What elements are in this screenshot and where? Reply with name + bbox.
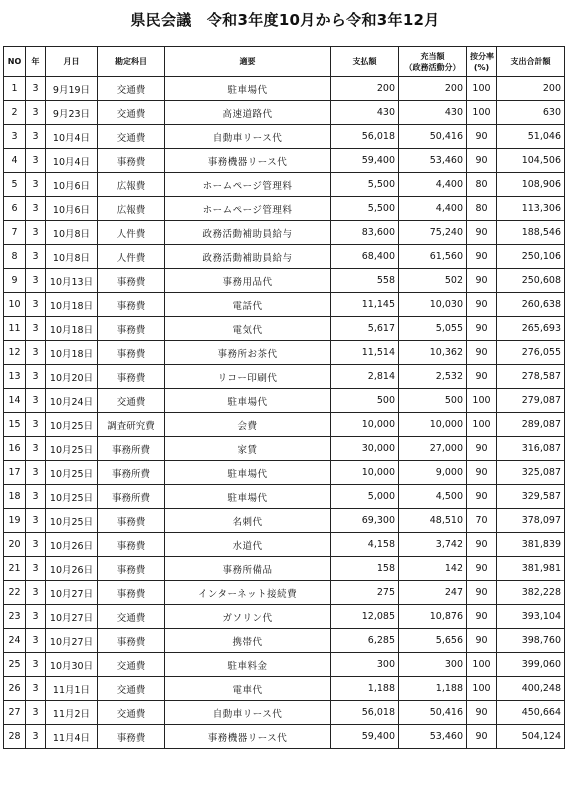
cell-allocated: 53,460 bbox=[399, 149, 467, 173]
cell-cumulative: 504,124 bbox=[497, 725, 565, 749]
cell-cumulative: 278,587 bbox=[497, 365, 565, 389]
cell-memo: ガソリン代 bbox=[165, 605, 331, 629]
cell-no: 9 bbox=[4, 269, 26, 293]
cell-account: 事務費 bbox=[98, 725, 165, 749]
cell-ratio: 90 bbox=[467, 605, 497, 629]
cell-no: 27 bbox=[4, 701, 26, 725]
cell-account: 事務費 bbox=[98, 365, 165, 389]
cell-no: 8 bbox=[4, 245, 26, 269]
cell-cumulative: 51,046 bbox=[497, 125, 565, 149]
cell-date: 11月4日 bbox=[46, 725, 98, 749]
cell-cumulative: 316,087 bbox=[497, 437, 565, 461]
table-row bbox=[4, 581, 565, 605]
cell-ratio: 90 bbox=[467, 629, 497, 653]
cell-payment: 5,500 bbox=[331, 173, 399, 197]
cell-date: 10月27日 bbox=[46, 605, 98, 629]
cell-account: 交通費 bbox=[98, 389, 165, 413]
cell-cumulative: 398,760 bbox=[497, 629, 565, 653]
cell-cumulative: 200 bbox=[497, 77, 565, 101]
cell-payment: 59,400 bbox=[331, 725, 399, 749]
cell-cumulative: 260,638 bbox=[497, 293, 565, 317]
cell-date: 10月25日 bbox=[46, 485, 98, 509]
table-header-row bbox=[4, 47, 565, 77]
table-row bbox=[4, 461, 565, 485]
table-row bbox=[4, 653, 565, 677]
cell-cumulative: 188,546 bbox=[497, 221, 565, 245]
cell-memo: 携帯代 bbox=[165, 629, 331, 653]
cell-ratio: 90 bbox=[467, 245, 497, 269]
cell-cumulative: 279,087 bbox=[497, 389, 565, 413]
cell-allocated: 10,362 bbox=[399, 341, 467, 365]
header-allocated-line2: （政務活動分） bbox=[404, 62, 461, 72]
cell-year: 3 bbox=[26, 101, 46, 125]
cell-year: 3 bbox=[26, 365, 46, 389]
cell-no: 26 bbox=[4, 677, 26, 701]
cell-allocated: 4,500 bbox=[399, 485, 467, 509]
cell-ratio: 90 bbox=[467, 557, 497, 581]
table-row bbox=[4, 365, 565, 389]
cell-memo: 事務機器リース代 bbox=[165, 149, 331, 173]
header-ratio-line2: (%) bbox=[473, 62, 490, 72]
header-allocated bbox=[399, 47, 467, 77]
cell-date: 10月27日 bbox=[46, 629, 98, 653]
cell-memo: インターネット接続費 bbox=[165, 581, 331, 605]
cell-cumulative: 108,906 bbox=[497, 173, 565, 197]
cell-cumulative: 276,055 bbox=[497, 341, 565, 365]
cell-no: 19 bbox=[4, 509, 26, 533]
table-row bbox=[4, 173, 565, 197]
cell-year: 3 bbox=[26, 485, 46, 509]
cell-no: 6 bbox=[4, 197, 26, 221]
cell-ratio: 70 bbox=[467, 509, 497, 533]
cell-ratio: 90 bbox=[467, 701, 497, 725]
cell-account: 交通費 bbox=[98, 77, 165, 101]
cell-no: 18 bbox=[4, 485, 26, 509]
cell-payment: 5,500 bbox=[331, 197, 399, 221]
cell-date: 10月4日 bbox=[46, 125, 98, 149]
cell-account: 交通費 bbox=[98, 125, 165, 149]
cell-cumulative: 382,228 bbox=[497, 581, 565, 605]
cell-memo: ホームページ管理料 bbox=[165, 197, 331, 221]
cell-no: 14 bbox=[4, 389, 26, 413]
cell-date: 10月6日 bbox=[46, 173, 98, 197]
cell-allocated: 4,400 bbox=[399, 173, 467, 197]
table-row bbox=[4, 413, 565, 437]
cell-no: 12 bbox=[4, 341, 26, 365]
cell-date: 10月20日 bbox=[46, 365, 98, 389]
cell-memo: 自動車リース代 bbox=[165, 125, 331, 149]
cell-payment: 500 bbox=[331, 389, 399, 413]
cell-allocated: 502 bbox=[399, 269, 467, 293]
cell-ratio: 90 bbox=[467, 437, 497, 461]
cell-payment: 2,814 bbox=[331, 365, 399, 389]
cell-date: 10月26日 bbox=[46, 557, 98, 581]
cell-allocated: 5,055 bbox=[399, 317, 467, 341]
cell-year: 3 bbox=[26, 677, 46, 701]
cell-ratio: 90 bbox=[467, 533, 497, 557]
cell-payment: 11,145 bbox=[331, 293, 399, 317]
header-cumulative: 支出合計額 bbox=[497, 47, 565, 77]
cell-ratio: 90 bbox=[467, 269, 497, 293]
cell-memo: 駐車場代 bbox=[165, 485, 331, 509]
cell-memo: 事務機器リース代 bbox=[165, 725, 331, 749]
cell-no: 17 bbox=[4, 461, 26, 485]
cell-ratio: 100 bbox=[467, 677, 497, 701]
cell-account: 交通費 bbox=[98, 605, 165, 629]
cell-account: 事務費 bbox=[98, 509, 165, 533]
table-body bbox=[4, 77, 565, 749]
cell-cumulative: 450,664 bbox=[497, 701, 565, 725]
cell-payment: 83,600 bbox=[331, 221, 399, 245]
cell-account: 事務費 bbox=[98, 317, 165, 341]
cell-memo: ホームページ管理料 bbox=[165, 173, 331, 197]
cell-year: 3 bbox=[26, 317, 46, 341]
cell-memo: 自動車リース代 bbox=[165, 701, 331, 725]
header-ratio-line1: 按分率 bbox=[470, 51, 494, 61]
cell-date: 10月25日 bbox=[46, 509, 98, 533]
cell-cumulative: 378,097 bbox=[497, 509, 565, 533]
cell-payment: 5,000 bbox=[331, 485, 399, 509]
cell-account: 人件費 bbox=[98, 245, 165, 269]
cell-no: 23 bbox=[4, 605, 26, 629]
cell-account: 事務費 bbox=[98, 557, 165, 581]
cell-ratio: 80 bbox=[467, 197, 497, 221]
cell-year: 3 bbox=[26, 701, 46, 725]
cell-ratio: 90 bbox=[467, 365, 497, 389]
cell-date: 10月26日 bbox=[46, 533, 98, 557]
cell-cumulative: 113,306 bbox=[497, 197, 565, 221]
cell-no: 24 bbox=[4, 629, 26, 653]
cell-cumulative: 325,087 bbox=[497, 461, 565, 485]
cell-ratio: 90 bbox=[467, 461, 497, 485]
cell-account: 交通費 bbox=[98, 677, 165, 701]
page-title: 県民会議 令和3年度10月から令和3年12月 bbox=[130, 11, 440, 29]
cell-account: 広報費 bbox=[98, 173, 165, 197]
cell-year: 3 bbox=[26, 173, 46, 197]
cell-date: 10月18日 bbox=[46, 293, 98, 317]
cell-no: 13 bbox=[4, 365, 26, 389]
cell-memo: 政務活動補助員給与 bbox=[165, 245, 331, 269]
cell-allocated: 430 bbox=[399, 101, 467, 125]
cell-allocated: 5,656 bbox=[399, 629, 467, 653]
cell-no: 11 bbox=[4, 317, 26, 341]
cell-date: 10月13日 bbox=[46, 269, 98, 293]
cell-date: 10月25日 bbox=[46, 461, 98, 485]
cell-allocated: 48,510 bbox=[399, 509, 467, 533]
cell-no: 3 bbox=[4, 125, 26, 149]
table-row bbox=[4, 629, 565, 653]
cell-memo: 名刺代 bbox=[165, 509, 331, 533]
table-row bbox=[4, 317, 565, 341]
cell-ratio: 100 bbox=[467, 101, 497, 125]
cell-account: 広報費 bbox=[98, 197, 165, 221]
cell-ratio: 100 bbox=[467, 413, 497, 437]
table-row bbox=[4, 101, 565, 125]
cell-year: 3 bbox=[26, 557, 46, 581]
cell-date: 10月27日 bbox=[46, 581, 98, 605]
cell-no: 16 bbox=[4, 437, 26, 461]
cell-ratio: 90 bbox=[467, 293, 497, 317]
cell-memo: 事務用品代 bbox=[165, 269, 331, 293]
cell-year: 3 bbox=[26, 149, 46, 173]
cell-payment: 5,617 bbox=[331, 317, 399, 341]
cell-allocated: 27,000 bbox=[399, 437, 467, 461]
cell-year: 3 bbox=[26, 197, 46, 221]
table-row bbox=[4, 509, 565, 533]
cell-account: 交通費 bbox=[98, 701, 165, 725]
header-date: 月日 bbox=[46, 47, 98, 77]
cell-year: 3 bbox=[26, 245, 46, 269]
cell-allocated: 2,532 bbox=[399, 365, 467, 389]
cell-year: 3 bbox=[26, 125, 46, 149]
cell-date: 11月1日 bbox=[46, 677, 98, 701]
cell-date: 10月18日 bbox=[46, 317, 98, 341]
cell-payment: 56,018 bbox=[331, 125, 399, 149]
cell-no: 10 bbox=[4, 293, 26, 317]
table-row bbox=[4, 245, 565, 269]
cell-memo: 駐車料金 bbox=[165, 653, 331, 677]
cell-ratio: 90 bbox=[467, 149, 497, 173]
cell-memo: 駐車場代 bbox=[165, 77, 331, 101]
cell-memo: 会費 bbox=[165, 413, 331, 437]
cell-date: 10月18日 bbox=[46, 341, 98, 365]
cell-cumulative: 250,608 bbox=[497, 269, 565, 293]
cell-payment: 10,000 bbox=[331, 413, 399, 437]
cell-account: 事務費 bbox=[98, 533, 165, 557]
cell-payment: 200 bbox=[331, 77, 399, 101]
cell-year: 3 bbox=[26, 653, 46, 677]
cell-payment: 59,400 bbox=[331, 149, 399, 173]
cell-cumulative: 630 bbox=[497, 101, 565, 125]
cell-year: 3 bbox=[26, 605, 46, 629]
table-row bbox=[4, 725, 565, 749]
cell-no: 1 bbox=[4, 77, 26, 101]
cell-year: 3 bbox=[26, 77, 46, 101]
cell-account: 事務所費 bbox=[98, 437, 165, 461]
cell-account: 事務所費 bbox=[98, 461, 165, 485]
cell-year: 3 bbox=[26, 293, 46, 317]
cell-allocated: 10,876 bbox=[399, 605, 467, 629]
header-allocated-line1: 充当額 bbox=[420, 51, 445, 61]
cell-allocated: 247 bbox=[399, 581, 467, 605]
table-row bbox=[4, 557, 565, 581]
cell-date: 10月25日 bbox=[46, 413, 98, 437]
table-row bbox=[4, 485, 565, 509]
cell-payment: 430 bbox=[331, 101, 399, 125]
header-ratio bbox=[467, 47, 497, 77]
cell-no: 28 bbox=[4, 725, 26, 749]
cell-account: 事務費 bbox=[98, 341, 165, 365]
cell-cumulative: 104,506 bbox=[497, 149, 565, 173]
cell-no: 15 bbox=[4, 413, 26, 437]
cell-memo: 事務所お茶代 bbox=[165, 341, 331, 365]
cell-memo: 電車代 bbox=[165, 677, 331, 701]
cell-payment: 68,400 bbox=[331, 245, 399, 269]
table-row bbox=[4, 701, 565, 725]
cell-payment: 12,085 bbox=[331, 605, 399, 629]
cell-memo: 水道代 bbox=[165, 533, 331, 557]
table-row bbox=[4, 125, 565, 149]
cell-date: 9月23日 bbox=[46, 101, 98, 125]
cell-memo: 駐車場代 bbox=[165, 389, 331, 413]
cell-ratio: 100 bbox=[467, 389, 497, 413]
cell-date: 10月24日 bbox=[46, 389, 98, 413]
cell-year: 3 bbox=[26, 533, 46, 557]
cell-year: 3 bbox=[26, 629, 46, 653]
cell-cumulative: 250,106 bbox=[497, 245, 565, 269]
cell-memo: 家賃 bbox=[165, 437, 331, 461]
cell-memo: 高速道路代 bbox=[165, 101, 331, 125]
cell-date: 11月2日 bbox=[46, 701, 98, 725]
cell-no: 25 bbox=[4, 653, 26, 677]
cell-allocated: 200 bbox=[399, 77, 467, 101]
table-row bbox=[4, 677, 565, 701]
cell-no: 5 bbox=[4, 173, 26, 197]
cell-ratio: 80 bbox=[467, 173, 497, 197]
cell-no: 22 bbox=[4, 581, 26, 605]
cell-year: 3 bbox=[26, 509, 46, 533]
cell-no: 21 bbox=[4, 557, 26, 581]
table-row bbox=[4, 197, 565, 221]
cell-memo: 事務所備品 bbox=[165, 557, 331, 581]
cell-payment: 558 bbox=[331, 269, 399, 293]
cell-no: 2 bbox=[4, 101, 26, 125]
cell-allocated: 142 bbox=[399, 557, 467, 581]
header-no: NO bbox=[4, 47, 26, 77]
table-row bbox=[4, 77, 565, 101]
cell-no: 20 bbox=[4, 533, 26, 557]
cell-account: 交通費 bbox=[98, 101, 165, 125]
cell-payment: 300 bbox=[331, 653, 399, 677]
cell-cumulative: 400,248 bbox=[497, 677, 565, 701]
cell-account: 交通費 bbox=[98, 653, 165, 677]
cell-payment: 275 bbox=[331, 581, 399, 605]
table-row bbox=[4, 533, 565, 557]
cell-memo: 電話代 bbox=[165, 293, 331, 317]
cell-allocated: 10,030 bbox=[399, 293, 467, 317]
cell-account: 事務費 bbox=[98, 293, 165, 317]
cell-ratio: 90 bbox=[467, 581, 497, 605]
cell-account: 事務費 bbox=[98, 581, 165, 605]
cell-year: 3 bbox=[26, 269, 46, 293]
cell-payment: 11,514 bbox=[331, 341, 399, 365]
cell-cumulative: 399,060 bbox=[497, 653, 565, 677]
cell-memo: 政務活動補助員給与 bbox=[165, 221, 331, 245]
cell-date: 10月4日 bbox=[46, 149, 98, 173]
header-payment: 支払額 bbox=[331, 47, 399, 77]
cell-year: 3 bbox=[26, 581, 46, 605]
cell-payment: 69,300 bbox=[331, 509, 399, 533]
cell-ratio: 100 bbox=[467, 77, 497, 101]
cell-cumulative: 381,981 bbox=[497, 557, 565, 581]
cell-memo: リコー印刷代 bbox=[165, 365, 331, 389]
cell-ratio: 90 bbox=[467, 725, 497, 749]
cell-no: 4 bbox=[4, 149, 26, 173]
table-row bbox=[4, 293, 565, 317]
cell-ratio: 90 bbox=[467, 221, 497, 245]
cell-date: 10月25日 bbox=[46, 437, 98, 461]
cell-payment: 158 bbox=[331, 557, 399, 581]
cell-year: 3 bbox=[26, 341, 46, 365]
table-row bbox=[4, 389, 565, 413]
cell-date: 10月8日 bbox=[46, 221, 98, 245]
table-row bbox=[4, 605, 565, 629]
cell-payment: 10,000 bbox=[331, 461, 399, 485]
cell-allocated: 75,240 bbox=[399, 221, 467, 245]
cell-cumulative: 393,104 bbox=[497, 605, 565, 629]
cell-year: 3 bbox=[26, 725, 46, 749]
cell-year: 3 bbox=[26, 413, 46, 437]
cell-cumulative: 329,587 bbox=[497, 485, 565, 509]
cell-account: 人件費 bbox=[98, 221, 165, 245]
expense-table bbox=[3, 46, 565, 749]
cell-payment: 30,000 bbox=[331, 437, 399, 461]
cell-ratio: 90 bbox=[467, 485, 497, 509]
table-row bbox=[4, 341, 565, 365]
cell-year: 3 bbox=[26, 461, 46, 485]
cell-allocated: 10,000 bbox=[399, 413, 467, 437]
cell-ratio: 90 bbox=[467, 317, 497, 341]
cell-allocated: 300 bbox=[399, 653, 467, 677]
cell-year: 3 bbox=[26, 389, 46, 413]
header-account: 勘定科目 bbox=[98, 47, 165, 77]
table-row bbox=[4, 149, 565, 173]
cell-year: 3 bbox=[26, 437, 46, 461]
cell-cumulative: 381,839 bbox=[497, 533, 565, 557]
cell-cumulative: 265,693 bbox=[497, 317, 565, 341]
cell-year: 3 bbox=[26, 221, 46, 245]
cell-payment: 1,188 bbox=[331, 677, 399, 701]
cell-ratio: 90 bbox=[467, 125, 497, 149]
table-row bbox=[4, 437, 565, 461]
cell-allocated: 50,416 bbox=[399, 701, 467, 725]
cell-date: 9月19日 bbox=[46, 77, 98, 101]
cell-account: 事務費 bbox=[98, 629, 165, 653]
cell-payment: 56,018 bbox=[331, 701, 399, 725]
cell-payment: 6,285 bbox=[331, 629, 399, 653]
cell-account: 調査研究費 bbox=[98, 413, 165, 437]
cell-memo: 電気代 bbox=[165, 317, 331, 341]
cell-ratio: 100 bbox=[467, 653, 497, 677]
cell-account: 事務費 bbox=[98, 149, 165, 173]
table-row bbox=[4, 269, 565, 293]
cell-allocated: 9,000 bbox=[399, 461, 467, 485]
header-memo: 適要 bbox=[165, 47, 331, 77]
header-year: 年 bbox=[26, 47, 46, 77]
cell-date: 10月8日 bbox=[46, 245, 98, 269]
cell-allocated: 53,460 bbox=[399, 725, 467, 749]
cell-date: 10月30日 bbox=[46, 653, 98, 677]
cell-payment: 4,158 bbox=[331, 533, 399, 557]
cell-memo: 駐車場代 bbox=[165, 461, 331, 485]
cell-allocated: 3,742 bbox=[399, 533, 467, 557]
cell-allocated: 1,188 bbox=[399, 677, 467, 701]
cell-ratio: 90 bbox=[467, 341, 497, 365]
cell-cumulative: 289,087 bbox=[497, 413, 565, 437]
cell-account: 事務費 bbox=[98, 269, 165, 293]
cell-allocated: 500 bbox=[399, 389, 467, 413]
cell-allocated: 50,416 bbox=[399, 125, 467, 149]
cell-account: 事務所費 bbox=[98, 485, 165, 509]
table-row bbox=[4, 221, 565, 245]
cell-allocated: 61,560 bbox=[399, 245, 467, 269]
cell-allocated: 4,400 bbox=[399, 197, 467, 221]
cell-date: 10月6日 bbox=[46, 197, 98, 221]
cell-no: 7 bbox=[4, 221, 26, 245]
